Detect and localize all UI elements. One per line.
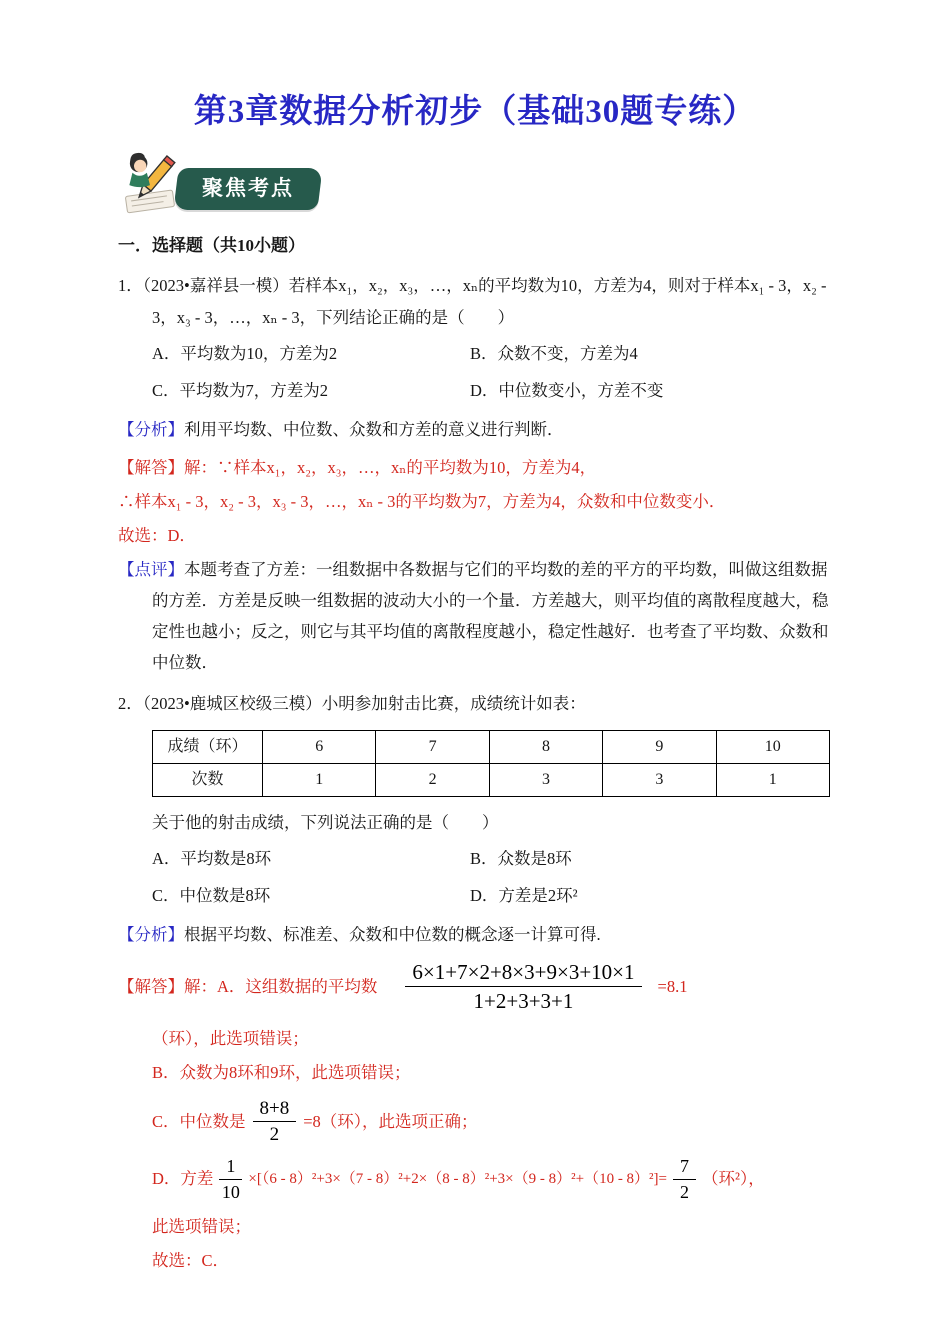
table-cell: 1 <box>263 764 376 797</box>
q1-solution-line2: ∴样本x₁ - 3，x₂ - 3，x₃ - 3，…，xₙ - 3的平均数为7，方差为4，众数和中位数变小． <box>118 492 726 511</box>
q2-solution-d-mid: ×[（6 - 8）²+3×（7 - 8）²+2×（8 - 8）²+3×（9 - 8）²+（10 - 8）²]= <box>248 1171 668 1187</box>
fraction-one-tenth <box>219 1155 242 1203</box>
q2-solution-d-suffix: （环²）， <box>702 1169 765 1188</box>
fraction-numerator: 7 <box>673 1155 696 1180</box>
fraction-seven-halves <box>673 1155 696 1203</box>
q2-solution-label: 【解答】 <box>118 976 184 996</box>
badge-pill <box>173 168 322 210</box>
q2-solution-c-prefix: C．中位数是 <box>152 1111 246 1131</box>
q2-solution-a-equals: =8.1 <box>657 976 688 996</box>
fraction-numerator: 1 <box>219 1155 242 1180</box>
fraction-mean <box>405 959 641 1015</box>
q1-stem: 1．（2023•嘉祥县一模）若样本x₁，x₂，x₃，…，xₙ的平均数为10，方差为4，则对于样本x₁ - 3，x₂ - 3，x₃ - 3，…，xₙ - 3，下列结论正确的是（ ） <box>118 276 827 327</box>
badge-label: 聚焦考点 <box>202 176 295 200</box>
section-heading-choice: 一．选择题（共10小题） <box>118 236 305 255</box>
table-cell: 2 <box>376 764 489 797</box>
q2-analysis <box>118 919 832 951</box>
table-cell: 10 <box>716 731 829 764</box>
q1-solution-line1-text: 解：∵样本x₁，x₂，x₃，…，xₙ的平均数为10，方差为4， <box>184 458 597 477</box>
q2-solution-line-d <box>118 1155 832 1203</box>
q1-option-b: B．众数不变，方差为4 <box>470 344 638 363</box>
q1-option-d: D．中位数变小，方差不变 <box>470 381 664 400</box>
q2-solution-a-suffix: （环），此选项错误； <box>152 1028 309 1048</box>
table-cell: 7 <box>376 731 489 764</box>
q1-option-a: A．平均数为10，方差为2 <box>152 344 338 363</box>
q2-solution-c-suffix: =8（环），此选项正确； <box>303 1111 478 1131</box>
fraction-denominator: 2 <box>680 1181 690 1202</box>
table-cell: 8 <box>489 731 602 764</box>
q2-options-row-2 <box>118 878 832 913</box>
q2-options-row-1 <box>118 841 832 876</box>
q1-comment-label: 【点评】 <box>118 560 184 579</box>
q1-analysis-text: 利用平均数、中位数、众数和方差的意义进行判断． <box>184 420 564 439</box>
q2-conclusion: 故选：C． <box>152 1251 230 1270</box>
q2-option-b: B．众数是8环 <box>470 849 572 868</box>
q1-options-row-1 <box>118 336 832 371</box>
table-cell: 3 <box>603 764 716 797</box>
q1-solution-line1 <box>118 452 832 484</box>
table-cell: 6 <box>263 731 376 764</box>
q1-analysis-label: 【分析】 <box>118 420 184 439</box>
q2-solution-d-line2: 此选项错误； <box>152 1217 251 1236</box>
q2-solution-line-c <box>118 1097 832 1148</box>
q2-analysis-label: 【分析】 <box>118 925 184 944</box>
q2-solution-line-a <box>118 959 832 1015</box>
table-cell: 成绩（环） <box>153 731 263 764</box>
page-title: 第3章数据分析初步（基础30题专练） <box>193 94 757 130</box>
table-cell: 1 <box>716 764 829 797</box>
fraction-numerator: 8+8 <box>253 1097 297 1123</box>
focus-badge <box>118 146 832 216</box>
score-table <box>152 730 830 797</box>
q2-solution-a-prefix: 解：A．这组数据的平均数 <box>184 976 378 996</box>
q1-solution-label: 【解答】 <box>118 458 184 477</box>
q2-option-a: A．平均数是8环 <box>152 849 272 868</box>
q1-analysis <box>118 414 832 446</box>
table-cell: 3 <box>489 764 602 797</box>
table-cell: 9 <box>603 731 716 764</box>
q1-option-c: C．平均数为7，方差为2 <box>152 381 329 400</box>
q1-options-row-2 <box>118 373 832 408</box>
q1-comment <box>118 554 832 678</box>
q2-question-line: 关于他的射击成绩，下列说法正确的是（ ） <box>152 813 499 832</box>
q2-solution-d-prefix: D．方差 <box>152 1169 214 1188</box>
q1-comment-text: 本题考查了方差：一组数据中各数据与它们的平均数的差的平方的平均数，叫做这组数据的方差．方差是反映一组数据的波动大小的一个量．方差越大，则平均值的离散程度越大，稳定性也越小；反之，则它与其平均值的离散程度越小，稳定性越好．也考查了平均数、众数和中位数． <box>152 560 829 672</box>
table-cell: 次数 <box>153 764 263 797</box>
fraction-denominator: 2 <box>269 1124 280 1146</box>
q2-option-c: C．中位数是8环 <box>152 886 271 905</box>
fraction-denominator: 1+2+3+3+1 <box>473 989 574 1014</box>
q2-option-d: D．方差是2环² <box>470 886 578 905</box>
table-row-scores <box>153 731 830 764</box>
fraction-median <box>253 1097 297 1148</box>
mascot-student-pencil-icon <box>118 150 184 216</box>
q2-stem: 2．（2023•鹿城区校级三模）小明参加射击比赛，成绩统计如表： <box>118 694 586 713</box>
q2-solution-line-b: B．众数为8环和9环，此选项错误； <box>152 1062 411 1082</box>
q2-analysis-text: 根据平均数、标准差、众数和中位数的概念逐一计算可得. <box>184 925 601 944</box>
table-row-counts <box>153 764 830 797</box>
q1-conclusion: 故选：D． <box>118 526 196 545</box>
fraction-denominator: 10 <box>221 1181 240 1202</box>
fraction-numerator: 6×1+7×2+8×3+9×3+10×1 <box>405 959 641 987</box>
